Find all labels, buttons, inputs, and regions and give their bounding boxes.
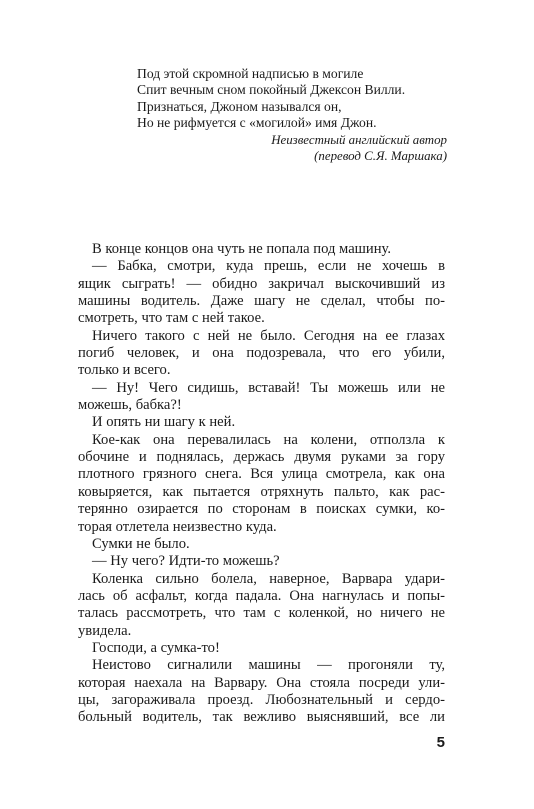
page-number: 5 bbox=[436, 734, 445, 751]
epigraph-line: Спит вечным сном покойный Джексон Вилли. bbox=[137, 82, 406, 98]
text-line: увидела. bbox=[78, 622, 132, 639]
text-line: — Ну чего? Идти-то можешь? bbox=[92, 553, 280, 570]
epigraph-line: Признаться, Джоном назывался он, bbox=[137, 98, 342, 114]
text-line: которая наехала на Варвару. Она стояла посреди ули- bbox=[78, 674, 445, 691]
text-line: Неистово сигналили машины — прогоняли ту, bbox=[92, 657, 445, 674]
text-line: Господи, а сумка-то! bbox=[92, 639, 220, 656]
text-line: плотного грязного снега. Вся улица смотрела, как она bbox=[78, 466, 445, 483]
text-line: можешь, бабка?! bbox=[78, 397, 182, 414]
text-line: цы, загораживала проезд. Любознательный и сердо- bbox=[78, 691, 445, 708]
text-line: Кое-как она перевалилась на колени, отползла к bbox=[92, 431, 445, 448]
attribution-translator: (перевод С.Я. Маршака) bbox=[314, 148, 447, 163]
epigraph bbox=[137, 66, 447, 164]
text-line: ковыряется, как пытается отряхнуть пальто, как рас- bbox=[78, 483, 445, 500]
text-line: обочине и поднялась, держась двумя руками за гору bbox=[78, 449, 445, 466]
text-line: В конце концов она чуть не попала под машину. bbox=[92, 241, 392, 257]
text-line: терянно озирается по сторонам в поисках сумки, ко- bbox=[78, 501, 445, 518]
text-line: ящик сыграть! — обидно закричал выскочивший из bbox=[78, 275, 445, 292]
body-text bbox=[78, 241, 445, 727]
text-line: И опять ни шагу к ней. bbox=[92, 414, 236, 431]
text-line: лась об асфальт, когда падала. Она нагнулась и попы- bbox=[78, 587, 445, 604]
epigraph-line: Под этой скромной надписью в могиле bbox=[137, 66, 364, 81]
text-line: смотреть, что там с ней такое. bbox=[78, 310, 265, 327]
epigraph-attribution bbox=[137, 133, 447, 164]
text-line: погиб человек, и она подозревала, что его убили, bbox=[78, 345, 445, 362]
text-line: — Ну! Чего сидишь, вставай! Ты можешь или не bbox=[92, 379, 445, 396]
text-line: только и всего. bbox=[78, 362, 171, 379]
text-line: талась рассмотреть, что там с коленкой, но ничего не bbox=[78, 605, 445, 622]
attribution-author: Неизвестный английский автор bbox=[271, 133, 447, 148]
text-line: Ничего такого с ней не было. Сегодня на ее глазах bbox=[92, 327, 445, 344]
text-line: — Бабка, смотри, куда прешь, если не хочешь в bbox=[92, 258, 445, 275]
epigraph-line: Но не рифмуется с «могилой» имя Джон. bbox=[137, 114, 377, 130]
text-line: Коленка сильно болела, наверное, Варвара удари- bbox=[92, 570, 445, 587]
text-line: машины водитель. Даже шагу не сделал, чтобы по- bbox=[78, 293, 445, 310]
text-line: торая отлетела неизвестно куда. bbox=[78, 518, 277, 535]
text-line: больный водитель, так вежливо выяснявший, все ли bbox=[78, 709, 445, 726]
text-line: Сумки не было. bbox=[92, 535, 190, 552]
